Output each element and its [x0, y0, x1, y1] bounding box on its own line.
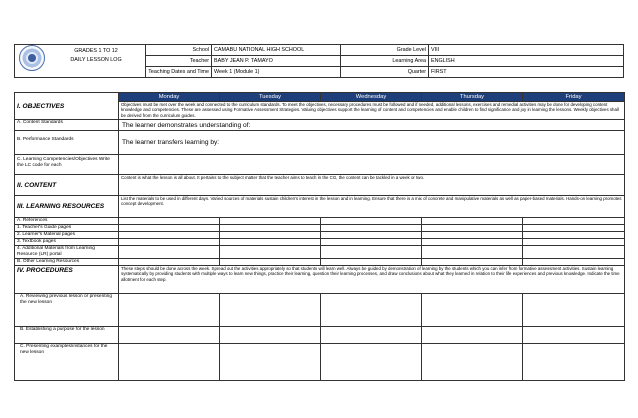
lesson-log-label: DAILY LESSON LOG [70, 57, 122, 63]
learners-material-label: 2. Learner's Material pages [15, 232, 119, 239]
procedure-a-label: A. Reviewing previous lesson or presenting the new lesson [15, 294, 119, 327]
quarter-label: Quarter [341, 67, 429, 78]
procedure-c-label: C. Presenting examples/instances for the new lesson [15, 344, 119, 381]
competencies-label: C. Learning Competencies/Objectives Write the LC code for each [15, 155, 119, 175]
procedure-b-label: B. Establishing a purpose for the lesson [15, 327, 119, 344]
objectives-heading: I. OBJECTIVES [15, 93, 119, 120]
teachers-guide-label: 1. Teacher's Guide pages [15, 225, 119, 232]
procedures-description: These steps should be done across the week. Spread out the activities appropriately so that students will learn well. Always be guided by demonstration of learning by the students which you can infer from formative assessment activities. Sustain learning systematically by providing students with multiple ways to learn new things, practice their learning, question their learning processes, and draw conclusions about what they learned in relation to their life experiences and previous knowledge. Indicate the time allotment for each step. [119, 266, 625, 294]
header-title-cell [15, 45, 146, 78]
content-standards-label: A. Content Standards [15, 120, 119, 131]
dates-value: Week 1 (Module 1) [212, 67, 341, 78]
grade-level-value: VIII [429, 45, 624, 56]
content-heading: II. CONTENT [15, 175, 119, 196]
quarter-value: FIRST [429, 67, 624, 78]
procedures-heading: IV. PROCEDURES [15, 266, 119, 294]
lesson-table [14, 92, 625, 381]
objectives-description: Objectives must be met over the week and connected to the curriculum standards. To meet the objectives, necessary procedures must be followed and if needed, additional lessons, exercises and remedial activities may be done for developing content knowledge and competencies. These are assessed using Formative Assessment Strategies. Valuing objectives support the learning of content and competencies and enable children to find significance and joy in learning the lessons. Weekly objectives shall be derived from the curriculum guides. [119, 102, 625, 120]
content-standards-text: The learner demonstrates understanding of: [119, 120, 625, 131]
lr-portal-label: 4. Additional Materials from Learning Resource (LR) portal [15, 246, 119, 259]
learning-area-value: ENGLISH [429, 56, 624, 67]
learning-resources-description: List the materials to be used in different days. Varied sources of materials sustain children's interest in the lesson and in learning. Ensure that there is a mix of concrete and manipulative materials as well as paper-based materials. Hands-on learning promotes concept development. [119, 196, 625, 218]
references-label: A. References [15, 218, 119, 225]
school-label: School [146, 45, 212, 56]
day-header-monday: Monday [119, 93, 220, 102]
day-header-wednesday: Wednesday [321, 93, 422, 102]
competencies-cell [119, 155, 625, 175]
school-value: CAMABU NATIONAL HIGH SCHOOL [212, 45, 341, 56]
day-header-thursday: Thursday [422, 93, 523, 102]
dates-label: Teaching Dates and Time [146, 67, 212, 78]
performance-standards-label: B. Performance Standards [15, 131, 119, 155]
teacher-value: BABY JEAN P. TAMAYO [212, 56, 341, 67]
grade-level-label: Grade Level [341, 45, 429, 56]
header-table [14, 44, 624, 78]
day-header-friday: Friday [523, 93, 625, 102]
performance-standards-text: The learner transfers learning by: [119, 131, 625, 155]
learning-resources-heading: III. LEARNING RESOURCES [15, 196, 119, 218]
textbook-label: 3. Textbook pages [15, 239, 119, 246]
learning-area-label: Learning Area [341, 56, 429, 67]
other-resources-label: B. Other Learning Resources [15, 259, 119, 266]
teacher-label: Teacher [146, 56, 212, 67]
grades-label: GRADES 1 TO 12 [74, 48, 118, 54]
day-header-tuesday: Tuesday [220, 93, 321, 102]
content-description: Content is what the lesson is all about. It pertains to the subject matter that the teacher aims to teach in the CG, the content can be tackled in a week or two. [119, 175, 625, 196]
